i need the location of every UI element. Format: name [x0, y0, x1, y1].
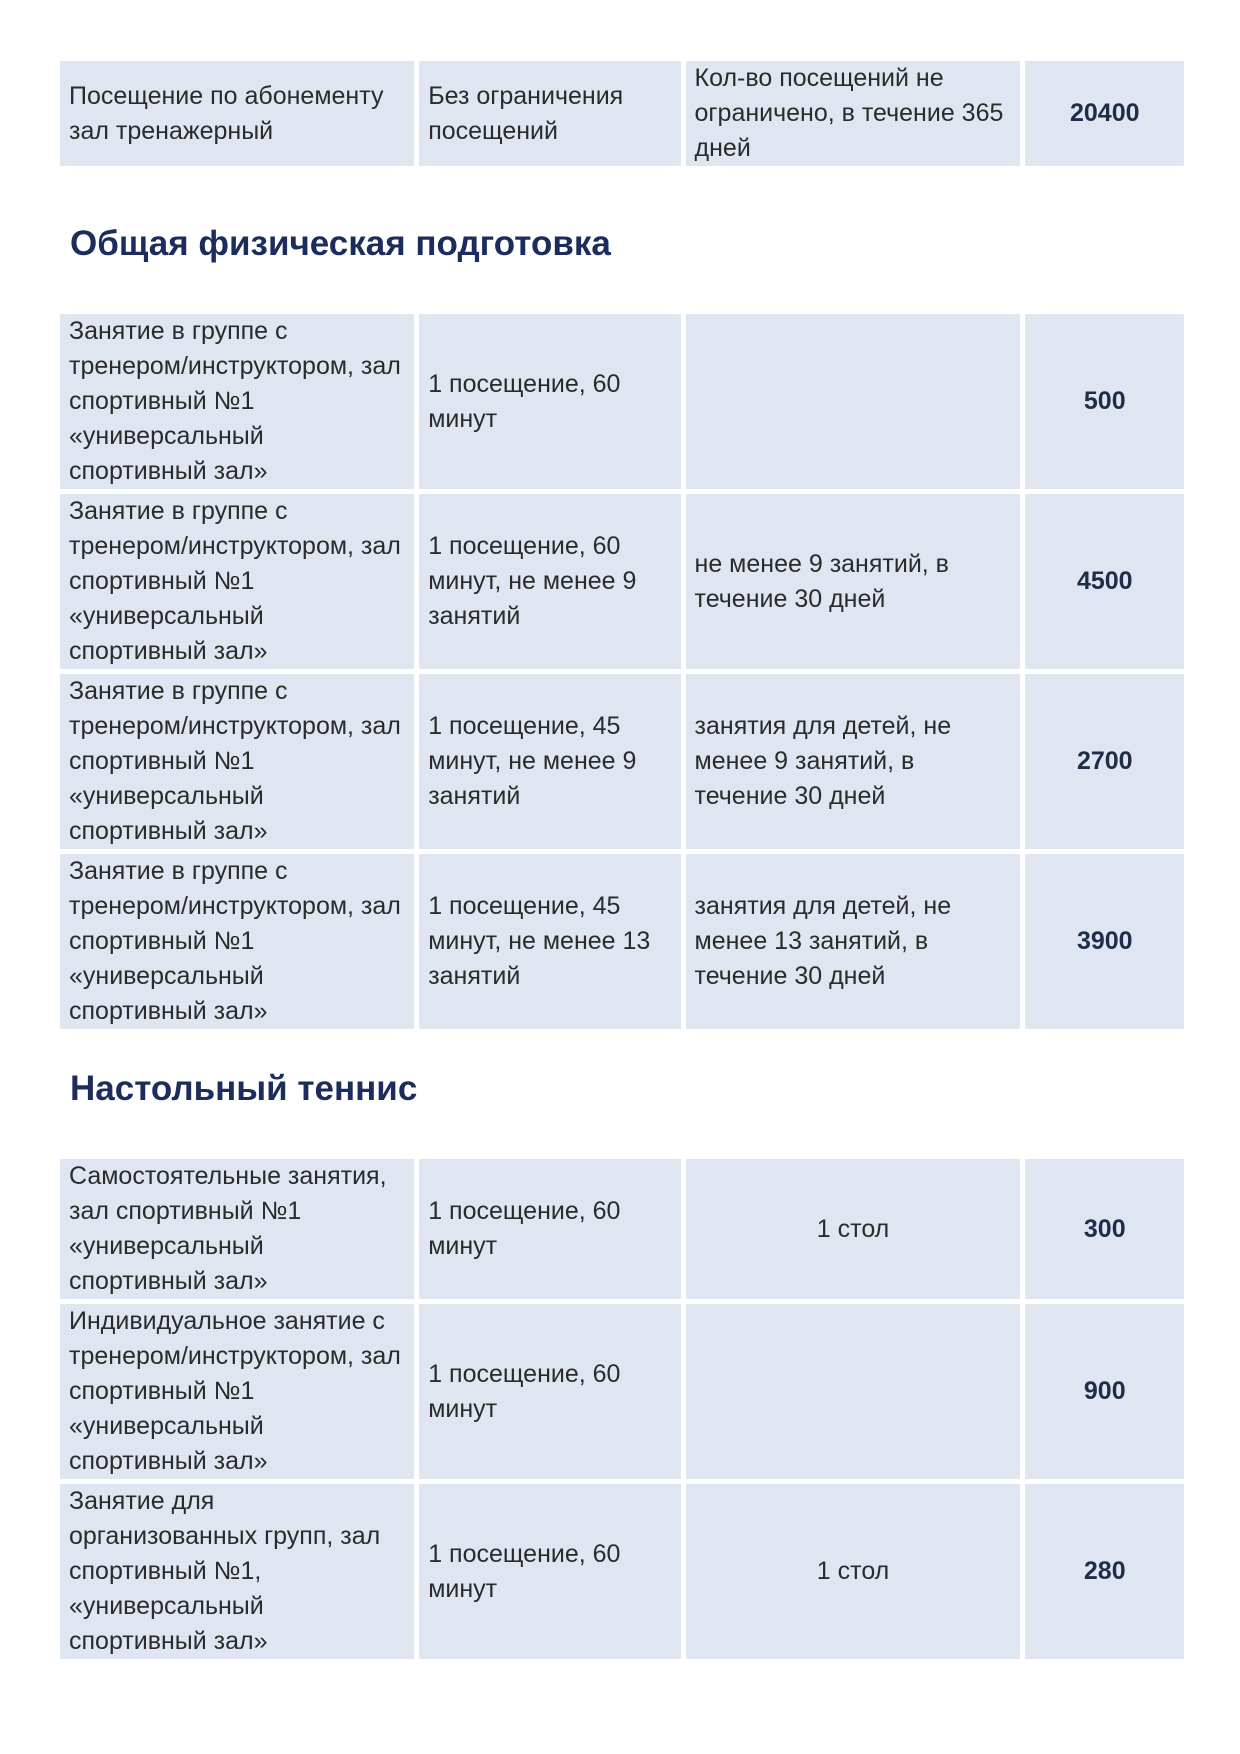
- service-cell: Занятие в группе с тренером/инструктором, зал спортивный №1 «универсальный спортивный зал»: [60, 854, 414, 1029]
- table-row: [60, 1159, 1184, 1299]
- duration-cell: 1 посещение, 60 минут: [419, 1484, 680, 1659]
- note-cell: [686, 314, 1020, 489]
- note-cell: не менее 9 занятий, в течение 30 дней: [686, 494, 1020, 669]
- table-row: [60, 494, 1184, 669]
- duration-cell: 1 посещение, 45 минут, не менее 9 занятий: [419, 674, 680, 849]
- price-table-general-fitness: [55, 309, 1189, 1034]
- service-cell: Занятие в группе с тренером/инструктором, зал спортивный №1 «универсальный спортивный зал»: [60, 314, 414, 489]
- table-row: [60, 314, 1184, 489]
- note-cell: занятия для детей, не менее 13 занятий, в течение 30 дней: [686, 854, 1020, 1029]
- section-title-general-fitness: Общая физическая подготовка: [70, 224, 611, 263]
- note-cell: 1 стол: [686, 1159, 1020, 1299]
- note-cell: 1 стол: [686, 1484, 1020, 1659]
- table-row: [60, 1304, 1184, 1479]
- duration-cell: 1 посещение, 45 минут, не менее 13 занятий: [419, 854, 680, 1029]
- note-cell: Кол-во посещений не ограничено, в течение 365 дней: [686, 61, 1020, 166]
- price-cell: 4500: [1025, 494, 1184, 669]
- duration-cell: 1 посещение, 60 минут: [419, 1159, 680, 1299]
- duration-cell: Без ограничения посещений: [419, 61, 680, 166]
- table-row: [60, 1484, 1184, 1659]
- price-cell: 300: [1025, 1159, 1184, 1299]
- price-cell: 3900: [1025, 854, 1184, 1029]
- price-cell: 2700: [1025, 674, 1184, 849]
- price-cell: 500: [1025, 314, 1184, 489]
- table-row: [60, 674, 1184, 849]
- note-cell: занятия для детей, не менее 9 занятий, в течение 30 дней: [686, 674, 1020, 849]
- price-table-gym: [55, 56, 1189, 171]
- service-cell: Занятие в группе с тренером/инструктором, зал спортивный №1 «универсальный спортивный зал»: [60, 674, 414, 849]
- duration-cell: 1 посещение, 60 минут: [419, 1304, 680, 1479]
- price-cell: 280: [1025, 1484, 1184, 1659]
- service-cell: Занятие в группе с тренером/инструктором, зал спортивный №1 «универсальный спортивный зал»: [60, 494, 414, 669]
- price-list-page: [60, 56, 1184, 1664]
- service-cell: Самостоятельные занятия, зал спортивный №1 «универсальный спортивный зал»: [60, 1159, 414, 1299]
- duration-cell: 1 посещение, 60 минут, не менее 9 занятий: [419, 494, 680, 669]
- table-row: [60, 854, 1184, 1029]
- service-cell: Занятие для организованных групп, зал спортивный №1, «универсальный спортивный зал»: [60, 1484, 414, 1659]
- section-title-table-tennis: Настольный теннис: [70, 1069, 418, 1108]
- table-row: [60, 61, 1184, 166]
- duration-cell: 1 посещение, 60 минут: [419, 314, 680, 489]
- price-cell: 900: [1025, 1304, 1184, 1479]
- price-cell: 20400: [1025, 61, 1184, 166]
- note-cell: [686, 1304, 1020, 1479]
- price-table-table-tennis: [55, 1154, 1189, 1664]
- service-cell: Индивидуальное занятие с тренером/инструктором, зал спортивный №1 «универсальный спортивный зал»: [60, 1304, 414, 1479]
- service-cell: Посещение по абонементу зал тренажерный: [60, 61, 414, 166]
